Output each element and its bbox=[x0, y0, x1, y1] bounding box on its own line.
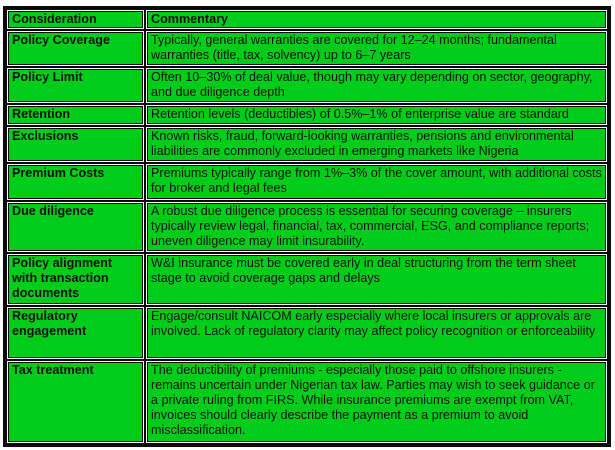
row-label: Due diligence bbox=[7, 202, 144, 253]
row-commentary: Often 10–30% of deal value, though may vary depending on sector, geography, and due diligence depth bbox=[146, 68, 607, 103]
row-label: Tax treatment bbox=[7, 361, 144, 443]
table-row bbox=[7, 164, 607, 199]
header-consideration: Consideration bbox=[7, 10, 144, 29]
row-commentary: W&I insurance must be covered early in deal structuring from the term sheet stage to avoid coverage gaps and delays bbox=[146, 254, 607, 305]
table-header-row bbox=[7, 10, 607, 29]
considerations-table-frame bbox=[3, 6, 611, 447]
row-commentary: The deductibility of premiums - especially those paid to offshore insurers - remains uncertain under Nigerian tax law. Parties may wish to seek guidance or a private ruling from FIRS. While insurance premiums are exempt from VAT, invoices should clearly describe the payment as a premium to avoid misclassification. bbox=[146, 361, 607, 443]
row-commentary: Premiums typically range from 1%–3% of the cover amount, with additional costs for broker and legal fees bbox=[146, 164, 607, 199]
row-commentary: Typically, general warranties are covered for 12–24 months; fundamental warranties (title, tax, solvency) up to 6–7 years bbox=[146, 31, 607, 66]
row-label: Premium Costs bbox=[7, 164, 144, 199]
table-row bbox=[7, 307, 607, 359]
considerations-table bbox=[5, 8, 609, 445]
row-commentary: Engage/consult NAICOM early especially where local insurers or approvals are involved. Lack of regulatory clarity may affect policy recognition or enforceability bbox=[146, 307, 607, 359]
table-row bbox=[7, 105, 607, 125]
row-label: Policy Coverage bbox=[7, 31, 144, 66]
table-row bbox=[7, 254, 607, 305]
row-label: Regulatory engagement bbox=[7, 307, 144, 359]
row-commentary: Known risks, fraud, forward-looking warranties, pensions and environmental liabilities are commonly excluded in emerging markets like Nigeria bbox=[146, 127, 607, 162]
table-row bbox=[7, 31, 607, 66]
table-row bbox=[7, 361, 607, 443]
row-commentary: Retention levels (deductibles) of 0.5%–1% of enterprise value are standard bbox=[146, 105, 607, 125]
row-commentary: A robust due diligence process is essential for securing coverage – insurers typically review legal, financial, tax, commercial, ESG, and compliance reports; uneven diligence may limit insurability. bbox=[146, 202, 607, 253]
row-label: Policy Limit bbox=[7, 68, 144, 103]
table-row bbox=[7, 127, 607, 162]
row-label: Exclusions bbox=[7, 127, 144, 162]
table-row bbox=[7, 202, 607, 253]
table-row bbox=[7, 68, 607, 103]
row-label: Policy alignment with transaction documents bbox=[7, 254, 144, 305]
row-label: Retention bbox=[7, 105, 144, 125]
header-commentary: Commentary bbox=[146, 10, 607, 29]
